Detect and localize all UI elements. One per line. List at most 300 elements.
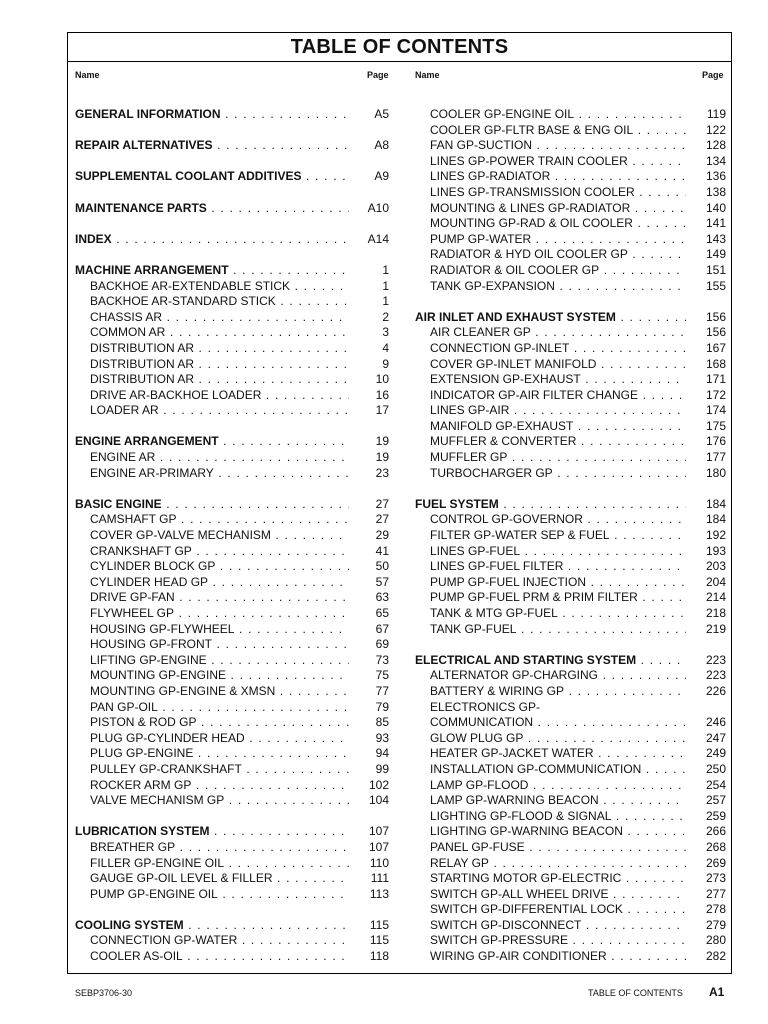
toc-entry[interactable] xyxy=(415,544,726,560)
toc-entry[interactable] xyxy=(75,746,389,762)
toc-entry[interactable] xyxy=(415,185,726,201)
toc-entry-title: MOUNTING GP-ENGINE . . . xyxy=(75,668,349,684)
toc-entry-title: EXTENSION GP-EXHAUST . . . xyxy=(415,372,686,388)
toc-entry-page: 278 xyxy=(705,902,726,917)
toc-entry-page: A8 xyxy=(374,138,389,153)
toc-entry-title: LAMP GP-FLOOD . . . xyxy=(415,778,686,794)
toc-entry[interactable] xyxy=(75,544,389,560)
toc-entry-page: 16 xyxy=(375,387,389,402)
toc-section-entry[interactable] xyxy=(75,824,389,840)
toc-entry[interactable] xyxy=(415,419,726,435)
toc-entry[interactable] xyxy=(415,138,726,154)
toc-entry-page: 204 xyxy=(705,574,726,589)
toc-entry[interactable] xyxy=(75,310,389,326)
toc-entry-title: LINES GP-FUEL . . . xyxy=(415,544,686,560)
toc-entry-title: MUFFLER & CONVERTER . . . xyxy=(415,434,686,450)
toc-entry-page: 177 xyxy=(705,450,726,465)
toc-entry-title: MOUNTING GP-ENGINE & XMSN . . . xyxy=(75,684,349,700)
toc-left-column xyxy=(75,107,389,965)
toc-entry-title: ENGINE AR-PRIMARY . . . xyxy=(75,466,349,482)
toc-entry-page: 136 xyxy=(705,169,726,184)
toc-entry-page: A14 xyxy=(367,231,389,246)
toc-entry-page: 257 xyxy=(705,793,726,808)
toc-entry-page: 110 xyxy=(369,855,389,870)
toc-entry-page: 93 xyxy=(375,730,389,745)
toc-entry[interactable] xyxy=(415,154,726,170)
toc-entry-title: CAMSHAFT GP . . . xyxy=(75,512,349,528)
toc-entry-title: VALVE MECHANISM GP . . . xyxy=(75,793,349,809)
toc-entry-page: 218 xyxy=(705,606,726,620)
toc-entry-page: 268 xyxy=(705,839,726,854)
toc-entry-title: LINES GP-TRANSMISSION COOLER . . . xyxy=(415,185,686,201)
toc-entry-page: 214 xyxy=(705,590,726,605)
toc-entry[interactable] xyxy=(75,731,389,747)
toc-entry[interactable] xyxy=(415,263,726,279)
toc-entry-page: 27 xyxy=(375,512,389,527)
toc-entry-title: CONNECTION GP-INLET . . . xyxy=(415,341,686,357)
toc-entry[interactable] xyxy=(415,731,726,747)
toc-entry-title: INSTALLATION GP-COMMUNICATION . . . xyxy=(415,762,686,778)
toc-entry-page: 77 xyxy=(375,683,389,698)
toc-entry[interactable] xyxy=(75,512,389,528)
toc-entry-page: 167 xyxy=(705,340,726,355)
toc-entry-page: 203 xyxy=(705,559,726,574)
toc-entry-page: 259 xyxy=(705,808,726,823)
toc-entry-page: 176 xyxy=(705,434,726,449)
toc-entry-title: HEATER GP-JACKET WATER . . . xyxy=(415,746,686,762)
toc-entry-page: 1 xyxy=(382,278,389,293)
spacer xyxy=(75,809,389,825)
toc-entry-page: 193 xyxy=(705,543,726,558)
toc-entry-title: ENGINE ARRANGEMENT . . . xyxy=(75,434,349,450)
toc-entry-page: 143 xyxy=(705,231,726,246)
toc-entry-page: 223 xyxy=(705,652,726,667)
toc-entry-title: MANIFOLD GP-EXHAUST . . . xyxy=(415,419,686,435)
toc-entry[interactable] xyxy=(415,840,726,856)
toc-entry-title: COVER GP-INLET MANIFOLD . . . xyxy=(415,357,686,373)
toc-entry-title: COMMON AR . . . xyxy=(75,325,349,341)
toc-entry-page: 67 xyxy=(375,621,389,636)
toc-entry-title: COOLER AS-OIL . . . xyxy=(75,949,349,965)
footer-section-title: TABLE OF CONTENTS xyxy=(588,988,683,998)
toc-entry-title: ALTERNATOR GP-CHARGING . . . xyxy=(415,668,686,684)
toc-entry[interactable] xyxy=(75,279,389,295)
toc-entry-page: 111 xyxy=(370,871,389,886)
toc-entry-page: 149 xyxy=(705,247,726,262)
toc-entry-page: 3 xyxy=(382,325,389,340)
toc-entry-page: 226 xyxy=(705,683,726,698)
toc-entry[interactable] xyxy=(75,559,389,575)
toc-entry-page: 107 xyxy=(368,839,389,854)
toc-entry[interactable] xyxy=(415,372,726,388)
toc-entry-page: 279 xyxy=(705,917,726,932)
toc-entry-title: SUPPLEMENTAL COOLANT ADDITIVES . . . xyxy=(75,169,349,185)
toc-entry-page: 73 xyxy=(375,652,389,667)
toc-entry-page: 168 xyxy=(705,356,726,371)
toc-entry-title: COOLING SYSTEM . . . xyxy=(75,918,349,934)
toc-entry-page: 63 xyxy=(375,590,389,605)
toc-entry[interactable] xyxy=(75,840,389,856)
toc-entry-title: LAMP GP-WARNING BEACON . . . xyxy=(415,793,686,809)
toc-entry-title: GENERAL INFORMATION . . . xyxy=(75,107,349,123)
toc-entry[interactable] xyxy=(75,341,389,357)
toc-entry[interactable] xyxy=(415,107,726,123)
toc-entry-title: CONTROL GP-GOVERNOR . . . xyxy=(415,512,686,528)
toc-entry[interactable] xyxy=(75,715,389,731)
toc-section-entry[interactable] xyxy=(75,107,389,123)
toc-entry-page: 50 xyxy=(375,559,389,574)
left-page-header: Page xyxy=(367,70,389,80)
toc-entry[interactable] xyxy=(415,715,726,731)
toc-entry-page: 17 xyxy=(375,403,389,418)
toc-entry[interactable] xyxy=(75,637,389,653)
toc-entry-title: RELAY GP . . . xyxy=(415,856,686,872)
toc-entry-page: 249 xyxy=(705,746,726,761)
toc-entry-page: 94 xyxy=(375,746,389,761)
toc-entry[interactable] xyxy=(415,762,726,778)
toc-entry-title: PUMP GP-WATER . . . xyxy=(415,232,686,248)
toc-entry-title: PLUG GP-CYLINDER HEAD . . . xyxy=(75,731,349,747)
right-name-header: Name xyxy=(415,70,440,80)
toc-section-entry[interactable] xyxy=(75,263,389,279)
toc-entry-page: 119 xyxy=(706,107,726,121)
toc-entry[interactable] xyxy=(415,668,726,684)
toc-entry-title: TANK GP-FUEL . . . xyxy=(415,622,686,638)
toc-entry-page: 1 xyxy=(382,294,389,309)
toc-entry[interactable] xyxy=(415,247,726,263)
toc-entry[interactable] xyxy=(415,887,726,903)
toc-entry[interactable] xyxy=(415,809,726,825)
toc-entry[interactable] xyxy=(415,622,726,638)
toc-entry-page: 27 xyxy=(375,496,389,511)
toc-entry-title: AIR INLET AND EXHAUST SYSTEM . . . xyxy=(415,310,686,326)
toc-entry-title: COOLER GP-FLTR BASE & ENG OIL . . . xyxy=(415,123,686,139)
toc-entry-title: PUMP GP-ENGINE OIL . . . xyxy=(75,887,349,903)
spacer xyxy=(75,902,389,918)
toc-entry-title: BACKHOE AR-STANDARD STICK . . . xyxy=(75,294,349,310)
toc-entry-page: 107 xyxy=(368,824,389,839)
toc-entry-page: 104 xyxy=(368,793,389,808)
toc-entry-title: BASIC ENGINE . . . xyxy=(75,497,349,513)
toc-entry[interactable] xyxy=(415,216,726,232)
toc-entry-page: 172 xyxy=(705,387,726,402)
toc-entry-title: HOUSING GP-FLYWHEEL . . . xyxy=(75,622,349,638)
toc-entry-title: BREATHER GP . . . xyxy=(75,840,349,856)
toc-entry[interactable] xyxy=(415,232,726,248)
toc-entry[interactable] xyxy=(75,294,389,310)
toc-entry[interactable] xyxy=(415,388,726,404)
toc-entry-title: FLYWHEEL GP . . . xyxy=(75,606,349,622)
toc-entry-title: DISTRIBUTION AR . . . xyxy=(75,372,349,388)
toc-entry-page: 223 xyxy=(705,668,726,683)
toc-entry-title: BATTERY & WIRING GP . . . xyxy=(415,684,686,700)
toc-entry-page: 102 xyxy=(368,777,389,792)
toc-entry-title: PLUG GP-ENGINE . . . xyxy=(75,746,349,762)
toc-entry[interactable] xyxy=(75,856,389,872)
toc-entry-page: 99 xyxy=(375,761,389,776)
toc-entry-page: 155 xyxy=(705,278,726,293)
toc-entry-title: LINES GP-FUEL FILTER . . . xyxy=(415,559,686,575)
toc-entry-title: LIGHTING GP-WARNING BEACON . . . xyxy=(415,824,686,840)
toc-entry-page: 141 xyxy=(705,216,726,231)
toc-entry[interactable] xyxy=(75,762,389,778)
toc-entry-title: CRANKSHAFT GP . . . xyxy=(75,544,349,560)
toc-entry-page: 219 xyxy=(705,621,726,636)
toc-entry-title: FAN GP-SUCTION . . . xyxy=(415,138,686,154)
toc-entry[interactable] xyxy=(75,887,389,903)
toc-entry-page: 269 xyxy=(705,855,726,870)
toc-entry-title: DRIVE GP-FAN . . . xyxy=(75,590,349,606)
toc-entry-page: 138 xyxy=(705,184,726,199)
toc-entry[interactable] xyxy=(415,793,726,809)
toc-entry-page: 128 xyxy=(705,138,726,153)
toc-entry-title: TURBOCHARGER GP . . . xyxy=(415,466,686,482)
toc-entry-page: 19 xyxy=(375,450,389,465)
toc-entry-title: INDICATOR GP-AIR FILTER CHANGE . . . xyxy=(415,388,686,404)
toc-entry[interactable] xyxy=(75,450,389,466)
spacer xyxy=(75,123,389,139)
toc-entry-title: AIR CLEANER GP . . . xyxy=(415,325,686,341)
toc-entry-page: 254 xyxy=(705,777,726,792)
toc-entry-title: CYLINDER BLOCK GP . . . xyxy=(75,559,349,575)
toc-entry-page: 29 xyxy=(375,528,389,543)
toc-entry-title: GLOW PLUG GP . . . xyxy=(415,731,686,747)
toc-entry[interactable] xyxy=(415,746,726,762)
toc-section-entry[interactable] xyxy=(75,918,389,934)
toc-entry-title: MUFFLER GP . . . xyxy=(415,450,686,466)
toc-section-entry[interactable] xyxy=(75,232,389,248)
toc-entry[interactable] xyxy=(75,606,389,622)
toc-entry[interactable] xyxy=(415,403,726,419)
toc-entry[interactable] xyxy=(75,778,389,794)
toc-entry[interactable] xyxy=(415,918,726,934)
toc-entry[interactable] xyxy=(415,949,726,965)
toc-entry[interactable] xyxy=(415,341,726,357)
toc-entry[interactable] xyxy=(75,949,389,965)
spacer xyxy=(75,247,389,263)
toc-entry-title: MACHINE ARRANGEMENT . . . xyxy=(75,263,349,279)
toc-entry[interactable] xyxy=(415,434,726,450)
toc-section-entry[interactable] xyxy=(415,653,726,669)
toc-entry-title: TANK & MTG GP-FUEL . . . xyxy=(415,606,686,622)
toc-entry-title: PULLEY GP-CRANKSHAFT . . . xyxy=(75,762,349,778)
spacer xyxy=(75,154,389,170)
toc-entry-title: MOUNTING & LINES GP-RADIATOR . . . xyxy=(415,201,686,217)
toc-entry-page: 266 xyxy=(705,824,726,839)
toc-entry-page: 247 xyxy=(705,730,726,745)
toc-entry[interactable] xyxy=(75,793,389,809)
toc-entry-title: COMMUNICATION . . . xyxy=(415,715,686,731)
toc-entry-title: COOLER GP-ENGINE OIL . . . xyxy=(415,107,686,123)
toc-entry-page: A5 xyxy=(374,107,389,121)
toc-entry-page: 65 xyxy=(375,606,389,620)
page-title: TABLE OF CONTENTS xyxy=(68,33,731,62)
toc-entry-title: FUEL SYSTEM . . . xyxy=(415,497,686,513)
toc-entry-title: PISTON & ROD GP . . . xyxy=(75,715,349,731)
toc-entry-title: FILTER GP-WATER SEP & FUEL . . . xyxy=(415,528,686,544)
toc-entry-page: A10 xyxy=(367,200,389,215)
toc-entry-title: TANK GP-EXPANSION . . . xyxy=(415,279,686,295)
toc-entry-page: 2 xyxy=(382,309,389,324)
toc-entry-page: 10 xyxy=(375,372,389,387)
toc-section-entry[interactable] xyxy=(415,497,726,513)
toc-entry-page: 277 xyxy=(705,886,726,901)
toc-entry-page: 1 xyxy=(382,262,389,277)
toc-entry[interactable] xyxy=(75,684,389,700)
toc-entry-page: 4 xyxy=(382,340,389,355)
toc-entry-page: 174 xyxy=(705,403,726,418)
toc-section-entry[interactable] xyxy=(75,201,389,217)
toc-entry-title: SWITCH GP-PRESSURE . . . xyxy=(415,933,686,949)
toc-entry-page: 156 xyxy=(705,325,726,340)
toc-entry[interactable] xyxy=(75,388,389,404)
toc-entry-title: LOADER AR . . . xyxy=(75,403,349,419)
left-name-header: Name xyxy=(75,70,100,80)
toc-entry[interactable] xyxy=(75,466,389,482)
toc-entry-title: PUMP GP-FUEL INJECTION . . . xyxy=(415,575,686,591)
toc-entry[interactable] xyxy=(415,684,726,700)
toc-entry-title: CYLINDER HEAD GP . . . xyxy=(75,575,349,591)
toc-entry-page: 115 xyxy=(369,917,389,932)
toc-entry-title: ELECTRICAL AND STARTING SYSTEM . . . xyxy=(415,653,686,669)
toc-entry[interactable] xyxy=(75,575,389,591)
toc-entry-page: 250 xyxy=(705,761,726,776)
toc-entry-title: ROCKER ARM GP . . . xyxy=(75,778,349,794)
toc-entry[interactable] xyxy=(415,902,726,918)
toc-entry[interactable] xyxy=(415,824,726,840)
toc-entry[interactable] xyxy=(415,201,726,217)
toc-entry-title: PUMP GP-FUEL PRM & PRIM FILTER . . . xyxy=(415,590,686,606)
toc-entry[interactable] xyxy=(415,357,726,373)
toc-entry[interactable] xyxy=(415,528,726,544)
toc-right-column xyxy=(415,107,726,965)
spacer xyxy=(75,481,389,497)
toc-entry[interactable] xyxy=(415,590,726,606)
toc-entry[interactable] xyxy=(415,559,726,575)
toc-entry-page: 69 xyxy=(375,637,389,652)
toc-entry-title: PANEL GP-FUSE . . . xyxy=(415,840,686,856)
toc-entry[interactable] xyxy=(75,653,389,669)
toc-entry[interactable] xyxy=(75,325,389,341)
toc-entry-page: 115 xyxy=(369,933,389,948)
document-code: SEBP3706-30 xyxy=(75,988,133,998)
toc-entry-title: INDEX . . . xyxy=(75,232,349,248)
toc-entry-title: FILLER GP-ENGINE OIL . . . xyxy=(75,856,349,872)
toc-entry-page: 151 xyxy=(705,262,726,277)
toc-entry-title: SWITCH GP-DIFFERENTIAL LOCK . . . xyxy=(415,902,686,918)
toc-entry[interactable] xyxy=(415,512,726,528)
toc-entry-page: A9 xyxy=(374,169,389,184)
toc-entry[interactable] xyxy=(415,700,726,716)
spacer xyxy=(415,637,726,653)
toc-entry-title: LIFTING GP-ENGINE . . . xyxy=(75,653,349,669)
toc-entry-title: GAUGE GP-OIL LEVEL & FILLER . . . xyxy=(75,871,349,887)
toc-entry[interactable] xyxy=(415,466,726,482)
toc-entry-page: 140 xyxy=(705,200,726,215)
toc-entry-page: 156 xyxy=(705,309,726,324)
toc-entry[interactable] xyxy=(415,169,726,185)
toc-entry-page: 118 xyxy=(369,949,389,964)
spacer xyxy=(415,481,726,497)
toc-entry[interactable] xyxy=(75,668,389,684)
toc-entry-title: LINES GP-RADIATOR . . . xyxy=(415,169,686,185)
toc-entry-page: 79 xyxy=(375,699,389,714)
toc-entry[interactable] xyxy=(415,933,726,949)
toc-entry[interactable] xyxy=(415,575,726,591)
toc-entry-page: 171 xyxy=(705,372,726,387)
toc-section-entry[interactable] xyxy=(75,434,389,450)
toc-entry-page: 192 xyxy=(705,528,726,543)
toc-entry-title: MAINTENANCE PARTS . . . xyxy=(75,201,349,217)
toc-entry-page: 134 xyxy=(705,153,726,168)
toc-entry-title: CHASSIS AR . . . xyxy=(75,310,349,326)
toc-entry[interactable] xyxy=(75,403,389,419)
toc-entry-page: 122 xyxy=(705,122,726,137)
toc-entry[interactable] xyxy=(415,856,726,872)
toc-entry-title: LUBRICATION SYSTEM . . . xyxy=(75,824,349,840)
toc-entry-page: 85 xyxy=(375,715,389,730)
toc-entry[interactable] xyxy=(75,590,389,606)
spacer xyxy=(75,216,389,232)
toc-entry-title: COVER GP-VALVE MECHANISM . . . xyxy=(75,528,349,544)
toc-entry-title: SWITCH GP-DISCONNECT . . . xyxy=(415,918,686,934)
toc-entry-title: DRIVE AR-BACKHOE LOADER . . . xyxy=(75,388,349,404)
toc-entry[interactable] xyxy=(415,606,726,622)
toc-entry-page: 175 xyxy=(705,418,726,433)
toc-entry[interactable] xyxy=(415,123,726,139)
toc-entry-title: MOUNTING GP-RAD & OIL COOLER . . . xyxy=(415,216,686,232)
toc-entry-title: HOUSING GP-FRONT . . . xyxy=(75,637,349,653)
spacer xyxy=(415,294,726,310)
toc-entry-title: LIGHTING GP-FLOOD & SIGNAL . . . xyxy=(415,809,686,825)
toc-entry-page: 180 xyxy=(705,465,726,480)
toc-entry-title: ENGINE AR . . . xyxy=(75,450,349,466)
toc-entry-page: 280 xyxy=(705,933,726,948)
toc-entry[interactable] xyxy=(75,933,389,949)
toc-entry[interactable] xyxy=(75,528,389,544)
toc-entry[interactable] xyxy=(75,357,389,373)
toc-entry-title: RADIATOR & OIL COOLER GP . . . xyxy=(415,263,686,279)
toc-entry-title: WIRING GP-AIR CONDITIONER . . . xyxy=(415,949,686,965)
toc-entry[interactable] xyxy=(415,450,726,466)
toc-entry[interactable] xyxy=(415,325,726,341)
toc-entry-title: ELECTRONICS GP- xyxy=(430,699,541,714)
toc-entry-title: SWITCH GP-ALL WHEEL DRIVE . . . xyxy=(415,887,686,903)
toc-entry-page: 9 xyxy=(382,356,389,371)
spacer xyxy=(75,185,389,201)
toc-entry[interactable] xyxy=(415,778,726,794)
toc-entry[interactable] xyxy=(75,622,389,638)
toc-entry[interactable] xyxy=(415,871,726,887)
toc-section-entry[interactable] xyxy=(75,497,389,513)
toc-entry[interactable] xyxy=(75,871,389,887)
toc-entry-title: REPAIR ALTERNATIVES . . . xyxy=(75,138,349,154)
toc-section-entry[interactable] xyxy=(75,169,389,185)
toc-entry-title: STARTING MOTOR GP-ELECTRIC . . . xyxy=(415,871,686,887)
toc-entry-title: DISTRIBUTION AR . . . xyxy=(75,357,349,373)
toc-entry[interactable] xyxy=(75,372,389,388)
toc-entry-page: 57 xyxy=(375,574,389,589)
toc-entry-page: 246 xyxy=(705,715,726,730)
toc-section-entry[interactable] xyxy=(75,138,389,154)
toc-entry-title: DISTRIBUTION AR . . . xyxy=(75,341,349,357)
toc-entry[interactable] xyxy=(75,700,389,716)
toc-entry-title: RADIATOR & HYD OIL COOLER GP . . . xyxy=(415,247,686,263)
toc-entry[interactable] xyxy=(415,279,726,295)
toc-section-entry[interactable] xyxy=(415,310,726,326)
toc-entry-page: 41 xyxy=(375,543,389,558)
toc-entry-title: PAN GP-OIL . . . xyxy=(75,700,349,716)
